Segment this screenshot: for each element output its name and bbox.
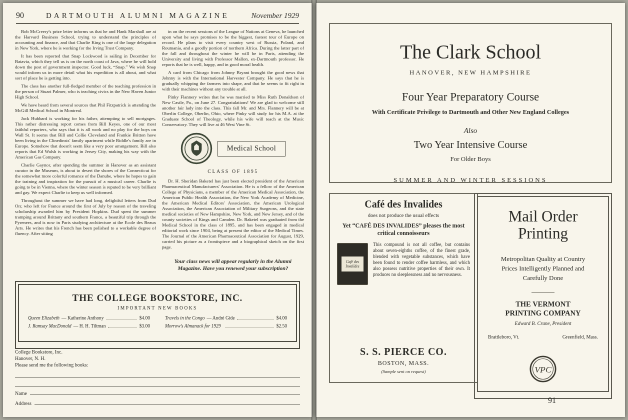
- dot-leader: [237, 319, 274, 320]
- magazine-right-page: [316, 3, 625, 417]
- sessions-line: SUMMER AND WINTER SESSIONS: [393, 176, 548, 183]
- book-price: $2.50: [276, 324, 287, 329]
- body-paragraph: Charlie Gaynor, after spending the summer in Hanover as an assistant curator in the Museum, is about to desert the shores of the Connecticut for the somewhat more colorful romance of the Danube, where he hopes to gain the training and inspiration for the pursuit of a musical career. Charlie is going to be in Vienna, where the winter season is reputed to be very brilliant and gay. We expect Charlie to keep us well informed.: [15, 162, 156, 195]
- class-year-heading: CLASS OF 1895: [207, 169, 259, 175]
- body-paragraph: Dr. H. Sheridan Baketel has just been elected president of the American Pharmaceutical Manufacturers' Association. He is a fellow of the American College of Physicians, a member of the American Medical Association, the American Public Health Association, the New York Academy of Medicine, the American Medical Editors' Association, the American Urological Association, the American Association of Military Surgeons, and the state medical societies of New Hampshire, New York, and New Jersey, and of the county societies of Kings and Camden. Dr. Baketel was graduated from the Medical School in the class of 1895, and has been engaged in medical editorial work since 1904, being at present the editor of the Medical Times. The Journal of the American Pharmaceutical Association for August, 1929, carried his picture as a frontispiece and a biographical sketch on the first page.: [162, 178, 304, 250]
- section-title: Medical School: [217, 141, 285, 157]
- book-title: Travels in the Congo: [165, 316, 205, 321]
- vermont-printing-monogram-icon: [529, 355, 557, 383]
- masthead-title: DARTMOUTH ALUMNI MAGAZINE: [46, 11, 230, 20]
- cafe-des-invalides-advertisement: [329, 193, 478, 383]
- book-author: — H. H. Tiltman: [73, 324, 106, 329]
- ad-body-text: This compound is not all coffee, but contains about seven-eighths coffee, of the finest grade, blended with vegetable substances, which have been found to render coffee harmless, and which also possess nutritive properties of their own. It produces no sleeplessness and no nervousness.: [373, 242, 470, 278]
- coupon-name-line: [30, 395, 300, 396]
- svg-text:VPC: VPC: [534, 364, 552, 375]
- bookstore-advertisement: [15, 281, 300, 349]
- page-number-left: 90: [16, 11, 24, 20]
- text-column-1: [15, 29, 156, 277]
- also-line: Also: [463, 127, 478, 135]
- book-title: J. Ramsay MacDonald: [28, 324, 72, 329]
- dot-leader: [106, 319, 137, 320]
- body-paragraph: in on the recent sessions of the League of Nations at Geneva, he launched upon what he says promises to be the biggest, fastest tour of Europe on record. He plans to visit every country west of Russia, Poland, and Roumania, and a goodly portion of northern Africa. During the latter part of the fall and throughout the winter he will be in Paris, attending the University and living with Professor Mallon, ex-Dartmouth professor. He reports that he is well, happy, and in good moral health.: [162, 29, 304, 67]
- medical-school-section-heading: [162, 133, 304, 175]
- page-gutter: [311, 0, 317, 420]
- book-title: Queen Elizabeth: [28, 316, 60, 321]
- order-coupon: [15, 349, 300, 413]
- city-left: Brattleboro, Vt.: [488, 334, 520, 340]
- dot-leader: [225, 327, 274, 328]
- ad-title-line: Printing: [518, 224, 568, 242]
- issue-date: November 1929: [251, 11, 299, 20]
- book-price: $4.00: [276, 316, 287, 321]
- ad-tagline: does not produce the usual effects: [367, 213, 440, 219]
- coupon-name-label: Name: [15, 391, 27, 397]
- ad-title-line: Mail Order: [508, 207, 578, 225]
- coupon-city: Hanover, N. H.: [15, 356, 46, 362]
- body-paragraph: We have heard from several sources that Phil Fitzpatrick is attending the McGill Medical School in Montreal.: [15, 102, 156, 113]
- for-older-boys-line: For Older Boys: [450, 155, 491, 163]
- coupon-company: College Bookstore, Inc.: [15, 349, 63, 355]
- coffee-tin-label: Café des Invalides: [342, 257, 364, 272]
- ad-location: HANOVER, NEW HAMPSHIRE: [409, 68, 532, 76]
- course-line: Two Year Intensive Course: [413, 138, 528, 151]
- city-right: Greenfield, Mass.: [562, 334, 598, 340]
- body-paragraph: Pinky Flannery writes that he was married to Miss Ruth Donaldson of New Castle, Pa., on June 27. Congratulations! We are glad to welcome still another fair lady into the class. This fall Mr. and Mrs. Flannery will be at Oberlin College, Oberlin, Ohio, where Pinky will study for his M.A. at the Graduate School of Theology, while his wife will teach at the Music Conservatory. They will live at 46 West Vine St.: [162, 94, 304, 127]
- book-listing: [28, 316, 150, 321]
- sample-note: (Sample sent on request): [381, 369, 426, 374]
- book-listing: [165, 324, 287, 329]
- coupon-address-line: [34, 405, 300, 406]
- ad-title: Café des Invalides: [364, 199, 443, 210]
- vermont-printing-advertisement: [474, 193, 612, 399]
- medical-school-seal-icon: [180, 133, 212, 165]
- body-paragraph: It has been reported that Snap Lockwood is sailing in December for Batavia, which they tell us is on the north coast of Java, where he will hold down the post of government inspector. Good luck, “Snap.” We wish Snap would inform us in more detail what his expedition is all about, and what sort of place he is getting into.: [15, 53, 156, 81]
- clark-school-advertisement: [329, 23, 612, 183]
- book-author: — Katherine Anthony: [61, 316, 104, 321]
- book-listing: [165, 316, 287, 321]
- text-column-2: [162, 29, 304, 277]
- ad-title: The Clark School: [399, 40, 542, 63]
- advertiser-name: THE VERMONT PRINTING COMPANY: [505, 300, 581, 318]
- ad-subtitle: IMPORTANT NEW BOOKS: [117, 306, 198, 311]
- ad-body-text: Metropolitan Quality at Country Prices Intelligently Planned and Carefully Done: [500, 255, 586, 282]
- body-paragraph: Jack Hubbard is working for his father, attempting to sell mortgages. This rather distressing report comes from Bill Keyes, one of our most faithful reporters, who says that it is all work and no play for the boys on Wall St. It seems that Bill and Collie Cleveland and Frankie Britton have been living in the Clinedinsts' family apartment while Riddle's family are in Europe. Somehow that doesn't seem like a very poor arrangement. Bill also reports that Ed Walsh is working in Jersey City, making his way with the American Gas Company.: [15, 116, 156, 160]
- coffee-tin-image: [337, 243, 368, 285]
- advertiser-name: S. S. PIERCE CO.: [360, 346, 447, 358]
- coupon-write-in-line: [15, 386, 300, 387]
- ad-title: THE COLLEGE BOOKSTORE, INC.: [72, 293, 243, 304]
- book-price: $3.00: [139, 324, 150, 329]
- page-header: [16, 11, 299, 24]
- ad-claim: Yet “CAFÉ DES INVALIDES” pleases the most critical connoisseurs: [342, 222, 465, 237]
- divider-rule: [532, 293, 555, 294]
- page-number-right: 91: [548, 396, 556, 405]
- body-paragraph: Throughout the summer we have had long, delightful letters from Dud Orr, who left for France around the first of July by reason of the traveling scholarship awarded him by President Hopkins. Dud spent the summer tramping around Brittany and southern France, a beautiful trip through the Pyrenees, and is now in Paris studying architecture at the Ecole des Beaux Arts. He writes that his French has been polished to a workable degree of fluency. After sitting: [15, 198, 156, 236]
- coupon-request: Please send me the following books:: [15, 362, 89, 368]
- book-author: — André Gide: [206, 316, 235, 321]
- body-paragraph: The class has another full-fledged member of the teaching profession in the person of Stuart Palmer, who is teaching civics in the New Haven Junior High School.: [15, 83, 156, 100]
- president-line: Edward B. Crane, President: [514, 321, 572, 327]
- magazine-left-page: [3, 3, 312, 417]
- book-title: Morrow's Almanack for 1929: [165, 324, 221, 329]
- coupon-write-in-line: [15, 377, 300, 378]
- book-price: $4.00: [139, 316, 150, 321]
- book-listing: [28, 324, 150, 329]
- dot-leader: [108, 327, 137, 328]
- course-line: Four Year Preparatory Course: [401, 90, 540, 103]
- certificate-line: With Certificate Privilege to Dartmouth and Other New England Colleges: [371, 108, 570, 116]
- coupon-address-label: Address: [15, 401, 32, 407]
- subscription-notice: Your class news will appear regularly in the Alumni Magazine. Have you renewed your subscription?: [174, 258, 292, 272]
- body-paragraph: Bob McCreery's prize letter informs us that he and Hank Marshall are at the Harvard Business School, trying to understand the principles of accounting and finance, and that Charlie King is one of the large delegation in New York, where he is working for the Irving Trust Company.: [15, 29, 156, 51]
- body-paragraph: A card from Chicago from Johnny Bryant brought the good news that Johnny is with the International Harvester Company. He says that he is gradually whipping the farmers into shape, and that he seems to fit right in with their machines without any trouble at all.: [162, 70, 304, 92]
- advertiser-city: BOSTON, MASS.: [377, 359, 430, 367]
